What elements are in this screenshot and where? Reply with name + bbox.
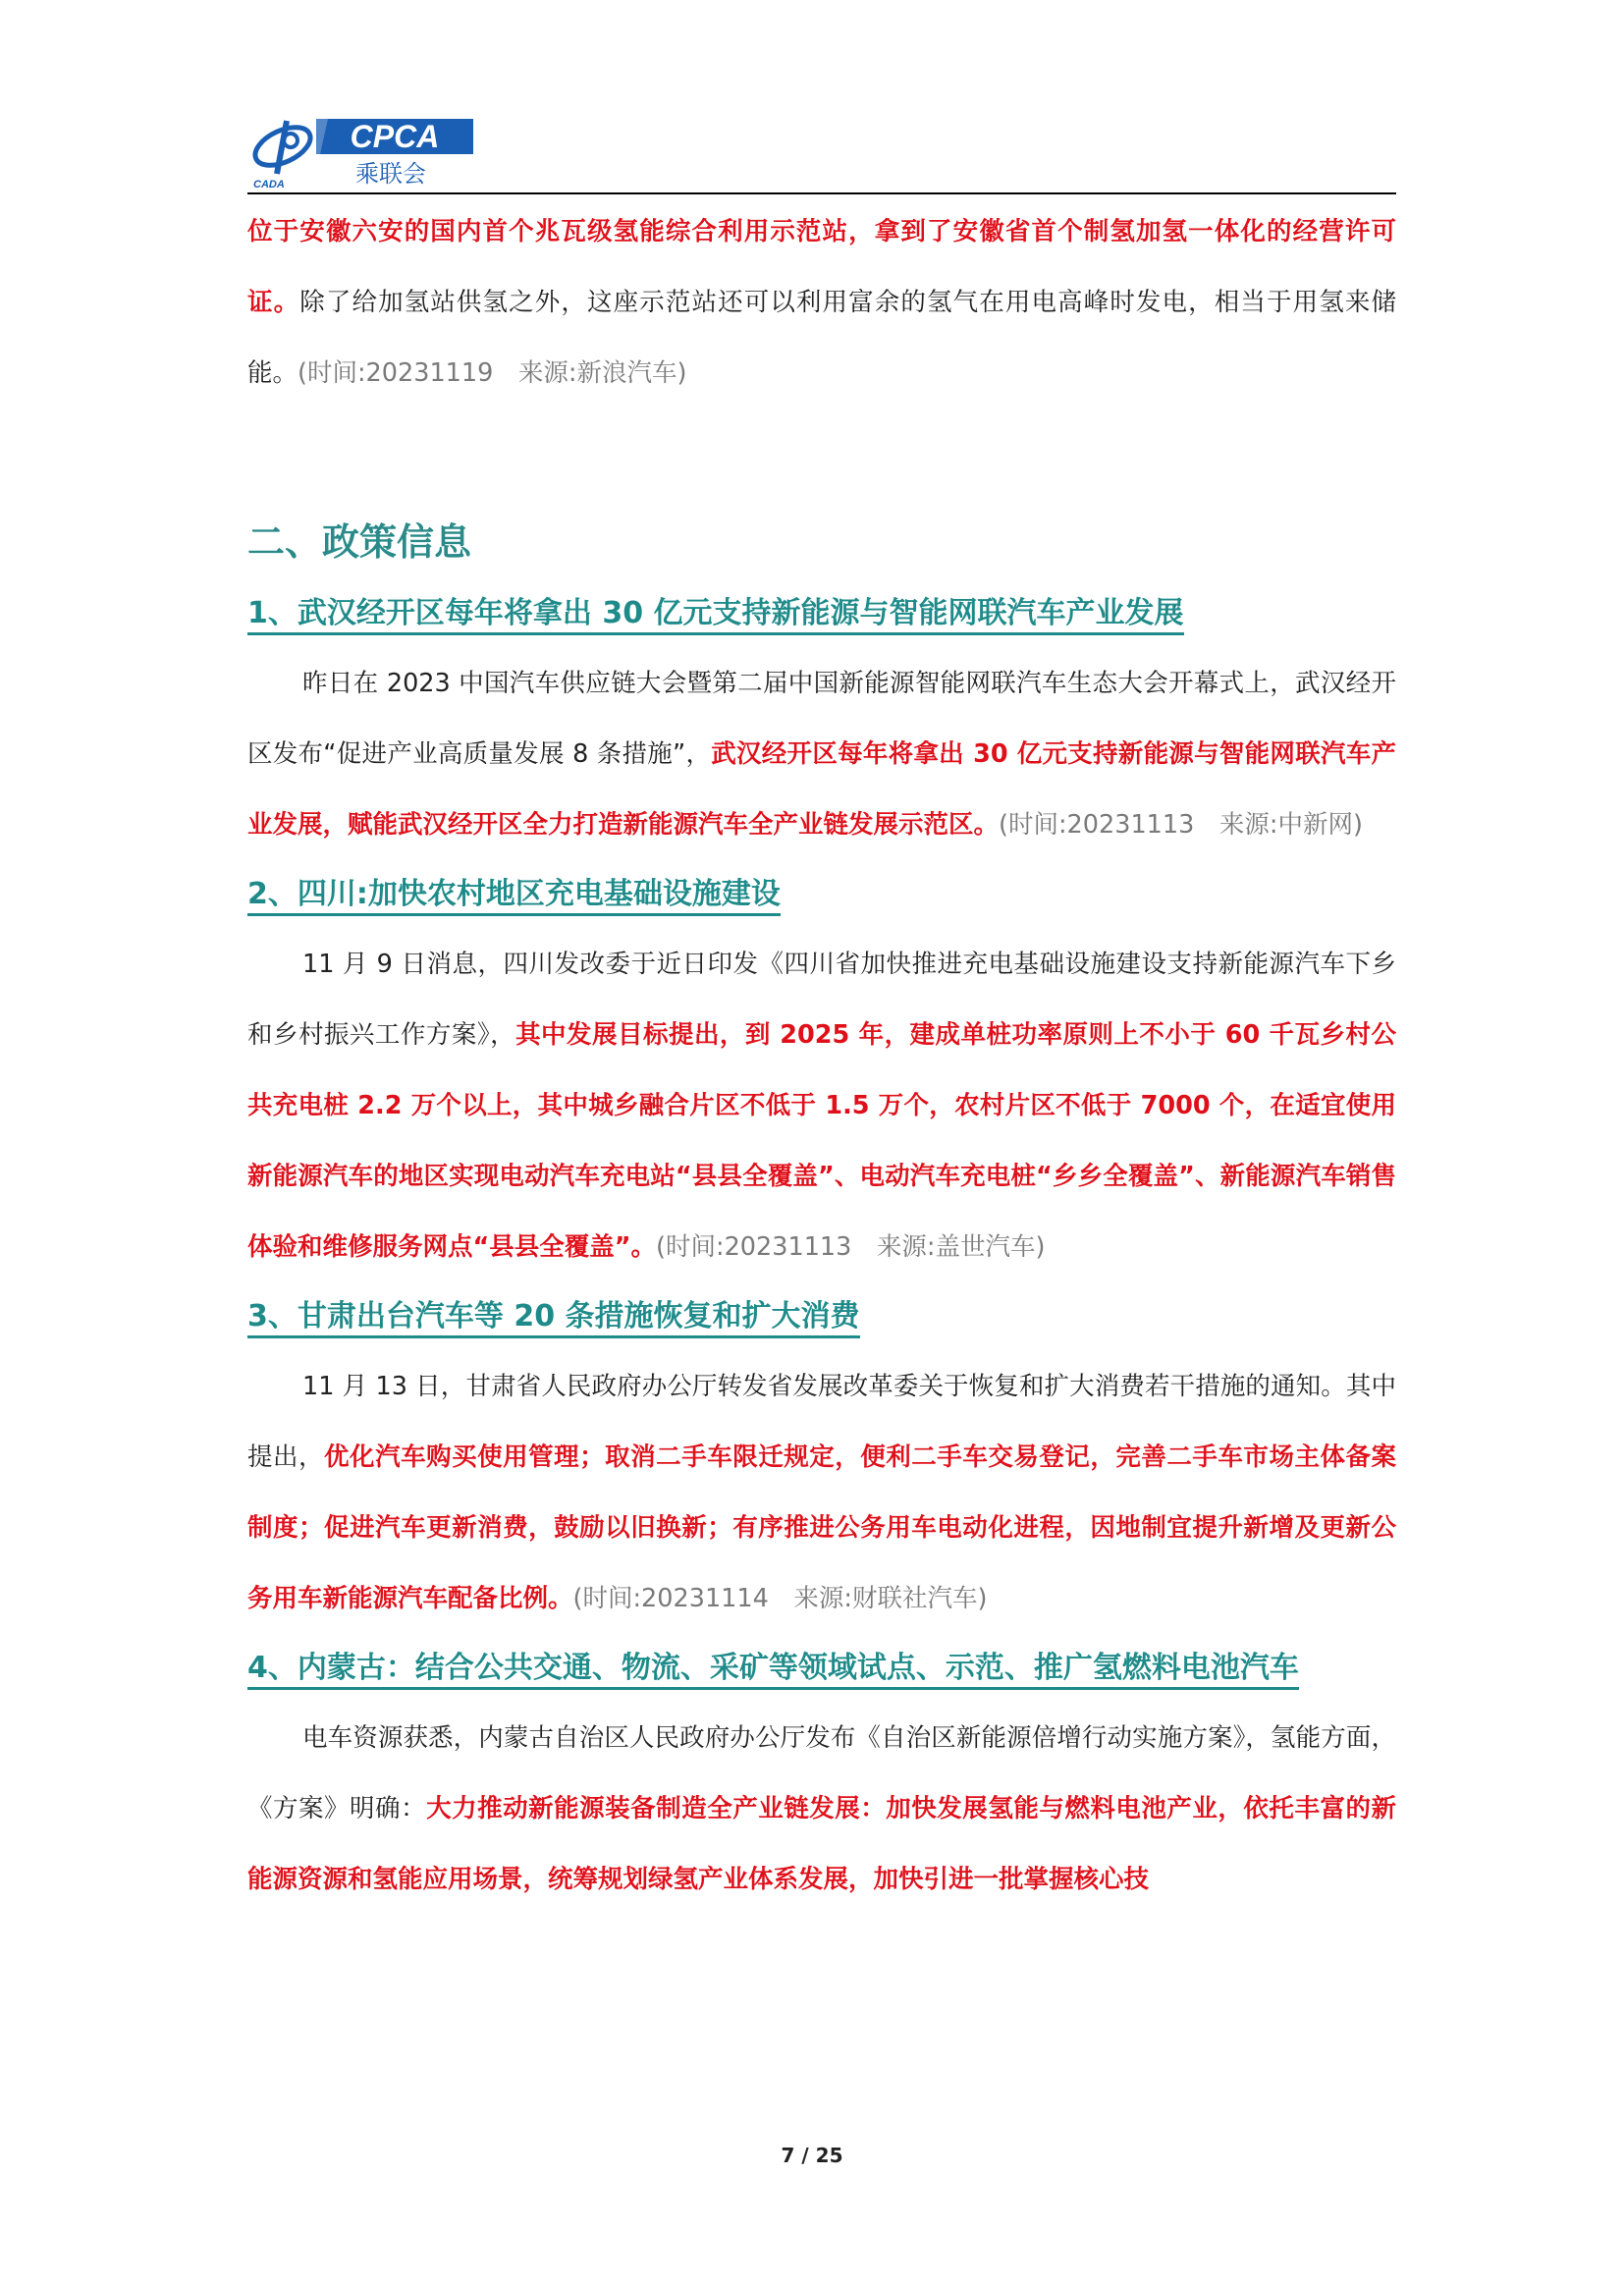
item-1-body <box>247 648 1396 860</box>
item-3-normal: 11 月 13 日，甘肃省人民政府办公厅转发省发展改革委关于恢复和扩大消费若干措施的通知。其中提出， <box>247 1372 1396 1472</box>
intro-normal: 除了给加氢站供氢之外，这座示范站还可以利用富余的氢气在用电高峰时发电，相当于用氢来储能。 <box>247 288 1396 388</box>
item-4-title: 4、内蒙古：结合公共交通、物流、采矿等领域试点、示范、推广氢燃料电池汽车 <box>247 1634 1396 1703</box>
page-content <box>247 196 1396 1915</box>
intro-paragraph <box>247 196 1396 408</box>
item-3-title: 3、甘肃出台汽车等 20 条措施恢复和扩大消费 <box>247 1282 1396 1351</box>
item-1-title: 1、武汉经开区每年将拿出 30 亿元支持新能源与智能网联汽车产业发展 <box>247 579 1396 648</box>
item-2-source: (时间:20231113 来源:盖世汽车) <box>656 1232 1046 1262</box>
item-1-red: 武汉经开区每年将拿出 30 亿元支持新能源与智能网联汽车产业发展，赋能武汉经开区全力打造新能源汽车全产业链发展示范区。 <box>247 739 1396 840</box>
header-rule <box>247 192 1396 194</box>
item-2-red: 其中发展目标提出，到 2025 年，建成单桩功率原则上不小于 60 千瓦乡村公共充电桩 2.2 万个以上，其中城乡融合片区不低于 1.5 万个，农村片区不低于 7000 个，在适宜使用新能源汽车的地区实现电动汽车充电站“县县全覆盖”、电动汽车充电桩“乡乡全覆盖”、新能源汽车销售体验和维修服务网点“县县全覆盖”。 <box>247 1020 1396 1262</box>
item-3-red: 优化汽车购买使用管理；取消二手车限迁规定，便利二手车交易登记，完善二手车市场主体备案制度；促进汽车更新消费，鼓励以旧换新；有序推进公务用车电动化进程，因地制宜提升新增及更新公务用车新能源汽车配备比例。 <box>247 1442 1396 1613</box>
item-4-body <box>247 1703 1396 1915</box>
brand-text: CPCA <box>350 119 440 154</box>
intro-red: 位于安徽六安的国内首个兆瓦级氢能综合利用示范站，拿到了安徽省首个制氢加氢一体化的经营许可证。 <box>247 217 1396 317</box>
item-4-normal: 电车资源获悉，内蒙古自治区人民政府办公厅发布《自治区新能源倍增行动实施方案》，氢能方面，《方案》明确： <box>247 1723 1396 1823</box>
item-1-source: (时间:20231113 来源:中新网) <box>999 810 1363 840</box>
cpca-logo <box>247 113 483 191</box>
mark-text: CADA <box>253 179 285 190</box>
item-3-source: (时间:20231114 来源:财联社汽车) <box>572 1584 988 1613</box>
page-header <box>247 113 1396 191</box>
item-2-normal: 11 月 9 日消息，四川发改委于近日印发《四川省加快推进充电基础设施建设支持新能源汽车下乡和乡村振兴工作方案》， <box>247 950 1396 1050</box>
item-2-body <box>247 929 1396 1282</box>
intro-source: (时间:20231119 来源:新浪汽车) <box>298 358 687 388</box>
item-2-title: 2、四川:加快农村地区充电基础设施建设 <box>247 860 1396 929</box>
item-3-body <box>247 1351 1396 1634</box>
item-1-normal: 昨日在 2023 中国汽车供应链大会暨第二届中国新能源智能网联汽车生态大会开幕式上，武汉经开区发布“促进产业高质量发展 8 条措施”， <box>247 669 1396 769</box>
brand-cn-text: 乘联会 <box>355 160 426 188</box>
page-number: 7 / 25 <box>781 2144 843 2167</box>
item-4-red: 大力推动新能源装备制造全产业链发展：加快发展氢能与燃料电池产业，依托丰富的新能源资源和氢能应用场景，统筹规划绿氢产业体系发展，加快引进一批掌握核心技 <box>247 1794 1396 1894</box>
section-title: 二、政策信息 <box>247 520 472 564</box>
